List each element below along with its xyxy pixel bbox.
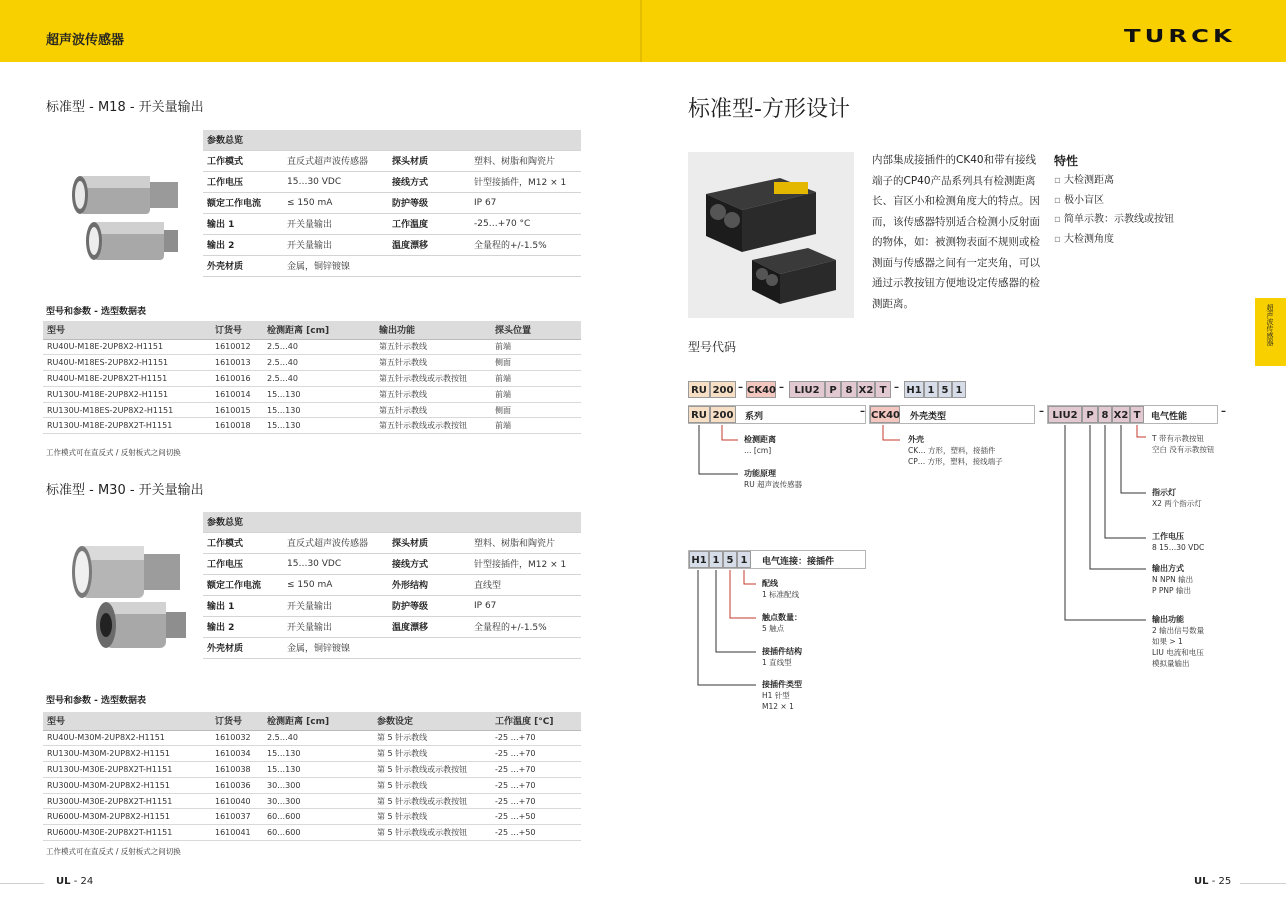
output-function-line3: LIU 电流和电压 bbox=[1152, 648, 1204, 657]
code-liu2: LIU2 bbox=[789, 381, 825, 398]
connection-label: 电气连接：接插件 bbox=[762, 557, 835, 567]
output-type-title: 输出方式 bbox=[1152, 564, 1184, 573]
wire-title: 配线 bbox=[762, 579, 778, 588]
footer-rule-left bbox=[0, 883, 44, 884]
cell: 1610015 bbox=[211, 402, 263, 418]
cell: 30…300 bbox=[263, 793, 373, 809]
footer-left-page: - 24 bbox=[73, 876, 94, 887]
footer-right-page: - 25 bbox=[1211, 876, 1232, 887]
cell: RU130U-M18E-2UP8X2-H1151 bbox=[43, 386, 211, 402]
spec-key: 温度漂移 bbox=[388, 234, 470, 255]
spec-key: 探头材质 bbox=[388, 532, 470, 553]
ck40-product-image bbox=[688, 152, 854, 318]
spec-key: 额定工作电流 bbox=[203, 574, 283, 595]
spec-value: 针型接插件，M12 × 1 bbox=[470, 553, 581, 574]
spec-value: 塑料、树脂和陶瓷片 bbox=[470, 532, 581, 553]
header-bar bbox=[0, 0, 1286, 62]
cell: RU300U-M30M-2UP8X2-H1151 bbox=[43, 777, 211, 793]
spec-key: 工作模式 bbox=[203, 532, 283, 553]
m18-note: 工作模式可在直反式 / 反射板式之间切换 bbox=[46, 448, 181, 457]
table-row bbox=[43, 825, 581, 841]
cell: RU130U-M30M-2UP8X2-H1151 bbox=[43, 746, 211, 762]
turck-logo: TURCK bbox=[1124, 26, 1236, 47]
cell: 侧面 bbox=[491, 355, 581, 371]
spec-key: 工作温度 bbox=[388, 213, 470, 234]
output-type-line2: P PNP 输出 bbox=[1152, 586, 1191, 595]
voltage-title: 工作电压 bbox=[1152, 532, 1184, 541]
m30-note: 工作模式可在直反式 / 反射板式之间切换 bbox=[46, 847, 181, 856]
cell: RU40U-M30M-2UP8X2-H1151 bbox=[43, 730, 211, 746]
spec-value: 全量程的+/-1.5% bbox=[470, 616, 581, 637]
footer-rule-right bbox=[1240, 883, 1286, 884]
connector-type-line2: M12 × 1 bbox=[762, 702, 794, 711]
connector-type-title: 接插件类型 bbox=[762, 680, 802, 689]
table-row bbox=[43, 809, 581, 825]
code-x2: X2 bbox=[857, 381, 875, 398]
spec-key: 额定工作电流 bbox=[203, 192, 283, 213]
cell: 1610037 bbox=[211, 809, 263, 825]
spec-value: ≤ 150 mA bbox=[283, 192, 388, 213]
spec-key: 探头材质 bbox=[388, 150, 470, 171]
m18-sensor-image bbox=[60, 160, 180, 270]
cell: 1610016 bbox=[211, 371, 263, 387]
cell: 1610038 bbox=[211, 762, 263, 778]
header-divider bbox=[640, 0, 642, 62]
cell: 2.5…40 bbox=[263, 371, 375, 387]
principle-title: 功能原理 bbox=[744, 469, 776, 478]
table-row bbox=[43, 418, 581, 434]
output-function-title: 输出功能 bbox=[1152, 615, 1184, 624]
table-row bbox=[43, 339, 581, 355]
m30-selection-table bbox=[43, 712, 581, 841]
spec-value bbox=[470, 255, 581, 276]
cell: 第 5 针示教线 bbox=[373, 809, 491, 825]
footer-left-prefix: UL bbox=[56, 876, 71, 887]
spec-value: ≤ 150 mA bbox=[283, 574, 388, 595]
output-function-line2: 如果 > 1 bbox=[1152, 637, 1183, 646]
table-row bbox=[43, 371, 581, 387]
spec-key: 工作模式 bbox=[203, 150, 283, 171]
principle-value: RU 超声波传感器 bbox=[744, 480, 803, 489]
right-title: 标准型-方形设计 bbox=[688, 97, 850, 122]
spec-value: 开关量输出 bbox=[283, 616, 388, 637]
cell: RU130U-M18ES-2UP8X2-H1151 bbox=[43, 402, 211, 418]
m30-selection-title: 型号和参数 - 选型数据表 bbox=[46, 696, 147, 706]
cell: -25 …+70 bbox=[491, 793, 581, 809]
connector-type-line1: H1 针型 bbox=[762, 691, 790, 700]
spec-key: 输出 2 bbox=[203, 234, 283, 255]
led-title: 指示灯 bbox=[1152, 488, 1176, 497]
spec-value: 开关量输出 bbox=[283, 595, 388, 616]
spec-key: 外形结构 bbox=[388, 574, 470, 595]
footer-left bbox=[56, 876, 93, 887]
table-row bbox=[43, 355, 581, 371]
cell: RU600U-M30M-2UP8X2-H1151 bbox=[43, 809, 211, 825]
conn-h1: H1 bbox=[689, 551, 709, 568]
col-header: 探头位置 bbox=[491, 321, 581, 339]
cell: 第五针示教线 bbox=[375, 355, 491, 371]
conn-1: 1 bbox=[709, 551, 723, 568]
cell: 第 5 针示教线或示教按钮 bbox=[373, 825, 491, 841]
structure-detail bbox=[762, 646, 802, 668]
output-type-detail bbox=[1152, 563, 1193, 596]
spec-value: 开关量输出 bbox=[283, 234, 388, 255]
cell: 第五针示教线或示教按钮 bbox=[375, 418, 491, 434]
cell: 前端 bbox=[491, 386, 581, 402]
range-title: 检测距离 bbox=[744, 435, 776, 444]
row2-8: 8 bbox=[1098, 406, 1112, 423]
cell: 1610040 bbox=[211, 793, 263, 809]
feature-item: ▫ 极小盲区 bbox=[1054, 191, 1174, 211]
structure-title: 接插件结构 bbox=[762, 647, 802, 656]
code-ck40: CK40 bbox=[746, 381, 776, 398]
housing-title: 外壳 bbox=[908, 435, 924, 444]
row2-ru: RU bbox=[688, 406, 710, 423]
cell: 1610041 bbox=[211, 825, 263, 841]
led-detail bbox=[1152, 487, 1202, 509]
table-row bbox=[43, 402, 581, 418]
cell: 15…130 bbox=[263, 746, 373, 762]
voltage-value: 8 15…30 VDC bbox=[1152, 543, 1205, 552]
output-function-line1: 2 输出信号数量 bbox=[1152, 626, 1205, 635]
table-row bbox=[43, 762, 581, 778]
cell: 第五针示教线或示教按钮 bbox=[375, 371, 491, 387]
m30-sensor-image bbox=[60, 536, 190, 656]
range-label bbox=[744, 434, 776, 456]
code-dash: – bbox=[779, 382, 784, 393]
m18-selection-title: 型号和参数 - 选型数据表 bbox=[46, 307, 147, 317]
housing-line2: CP… 方形，塑料，接线端子 bbox=[908, 457, 1003, 466]
cell: 15…130 bbox=[263, 402, 375, 418]
housing-label: 外壳类型 bbox=[910, 412, 947, 422]
col-header: 型号 bbox=[43, 712, 211, 730]
spec-key: 防护等级 bbox=[388, 192, 470, 213]
cell: 2.5…40 bbox=[263, 730, 373, 746]
spec-key: 工作电压 bbox=[203, 171, 283, 192]
cell: 15…130 bbox=[263, 762, 373, 778]
features-list bbox=[1054, 171, 1174, 249]
conn-1b: 1 bbox=[737, 551, 751, 568]
code-dash: – bbox=[1039, 406, 1044, 417]
spec-key: 接线方式 bbox=[388, 553, 470, 574]
code-dash: – bbox=[1221, 406, 1226, 417]
col-header: 订货号 bbox=[211, 321, 263, 339]
table-row bbox=[43, 730, 581, 746]
wire-value: 1 标准配线 bbox=[762, 590, 800, 599]
spec-value: 直反式超声波传感器 bbox=[283, 150, 388, 171]
spec-key: 外壳材质 bbox=[203, 255, 283, 276]
code-h1: H1 bbox=[904, 381, 924, 398]
cell: RU130U-M18E-2UP8X2T-H1151 bbox=[43, 418, 211, 434]
row2-range: 200 bbox=[710, 406, 736, 423]
cell: 侧面 bbox=[491, 402, 581, 418]
code-p: P bbox=[825, 381, 841, 398]
spec-value: 15…30 VDC bbox=[283, 171, 388, 192]
cell: RU130U-M30E-2UP8X2T-H1151 bbox=[43, 762, 211, 778]
table-row bbox=[43, 777, 581, 793]
spec-value: IP 67 bbox=[470, 595, 581, 616]
cell: RU40U-M18E-2UP8X2-H1151 bbox=[43, 339, 211, 355]
section-title: 超声波传感器 bbox=[46, 33, 125, 48]
spec-key: 温度漂移 bbox=[388, 616, 470, 637]
spec-heading: 参数总览 bbox=[203, 512, 581, 532]
m18-title: 标准型 - M18 - 开关量输出 bbox=[46, 100, 204, 115]
row2-p: P bbox=[1082, 406, 1098, 423]
spec-key bbox=[388, 637, 470, 658]
connector-type-detail bbox=[762, 679, 802, 712]
code-range: 200 bbox=[710, 381, 736, 398]
cell: 2.5…40 bbox=[263, 339, 375, 355]
m30-spec-table bbox=[203, 512, 581, 659]
teach-detail bbox=[1152, 433, 1214, 455]
cell: RU300U-M30E-2UP8X2T-H1151 bbox=[43, 793, 211, 809]
housing-line1: CK… 方形，塑料，接插件 bbox=[908, 446, 996, 455]
cell: 1610032 bbox=[211, 730, 263, 746]
principle-label bbox=[744, 468, 802, 490]
table-row bbox=[43, 386, 581, 402]
contacts-value: 5 触点 bbox=[762, 624, 785, 633]
cell: 第五针示教线 bbox=[375, 386, 491, 402]
cell: 第 5 针示教线或示教按钮 bbox=[373, 793, 491, 809]
range-value: … [cm] bbox=[744, 446, 772, 455]
output-function-detail bbox=[1152, 614, 1204, 669]
contacts-title: 触点数量： bbox=[762, 613, 802, 622]
product-description: 内部集成接插件的CK40和带有接线端子的CP40产品系列具有检测距离长、盲区小和检测角度大的特点。因而，该传感器特别适合检测小反射面的物体，如：被测物表面不规则或检测面与传感器之间有一定夹角，可以通过示教按钮方便地设定传感器的检测距离。 bbox=[872, 154, 1040, 310]
code-8: 8 bbox=[841, 381, 857, 398]
spec-value: -25…+70 °C bbox=[470, 213, 581, 234]
spec-value: 金属，铜锌镀镍 bbox=[283, 637, 388, 658]
cell: 1610014 bbox=[211, 386, 263, 402]
structure-value: 1 直线型 bbox=[762, 658, 792, 667]
spec-value bbox=[470, 637, 581, 658]
code-title: 型号代码 bbox=[688, 340, 737, 354]
cell: 15…130 bbox=[263, 418, 375, 434]
spec-key: 防护等级 bbox=[388, 595, 470, 616]
cell: 30…300 bbox=[263, 777, 373, 793]
cell: 第 5 针示教线或示教按钮 bbox=[373, 762, 491, 778]
code-dash: – bbox=[738, 382, 743, 393]
spec-key: 外壳材质 bbox=[203, 637, 283, 658]
table-row bbox=[43, 793, 581, 809]
row2-x2: X2 bbox=[1112, 406, 1130, 423]
cell: -25 …+50 bbox=[491, 809, 581, 825]
cell: -25 …+50 bbox=[491, 825, 581, 841]
spec-value: 15…30 VDC bbox=[283, 553, 388, 574]
cell: 15…130 bbox=[263, 386, 375, 402]
feature-item: ▫ 简单示教：示教线或按钮 bbox=[1054, 210, 1174, 230]
col-header: 订货号 bbox=[211, 712, 263, 730]
spec-key: 输出 2 bbox=[203, 616, 283, 637]
row2-ck40: CK40 bbox=[870, 406, 900, 423]
spec-value: 直线型 bbox=[470, 574, 581, 595]
housing-detail bbox=[908, 434, 1003, 467]
row2-liu2: LIU2 bbox=[1048, 406, 1082, 423]
output-function-line4: 模拟量输出 bbox=[1152, 659, 1190, 668]
code-t: T bbox=[875, 381, 891, 398]
teach-line2: 空白 没有示教按钮 bbox=[1152, 445, 1215, 454]
col-header: 输出功能 bbox=[375, 321, 491, 339]
spec-heading: 参数总览 bbox=[203, 130, 581, 150]
footer-right-prefix: UL bbox=[1194, 876, 1209, 887]
cell: 1610034 bbox=[211, 746, 263, 762]
spec-value: IP 67 bbox=[470, 192, 581, 213]
m18-spec-table bbox=[203, 130, 581, 277]
cell: -25 …+70 bbox=[491, 730, 581, 746]
spec-key: 接线方式 bbox=[388, 171, 470, 192]
col-header: 参数设定 bbox=[373, 712, 491, 730]
output-type-line1: N NPN 输出 bbox=[1152, 575, 1194, 584]
cell: 第 5 针示教线 bbox=[373, 730, 491, 746]
cell: 第 5 针示教线 bbox=[373, 777, 491, 793]
cell: 第 5 针示教线 bbox=[373, 746, 491, 762]
conn-5: 5 bbox=[723, 551, 737, 568]
cell: 前端 bbox=[491, 418, 581, 434]
voltage-detail bbox=[1152, 531, 1204, 553]
m30-title: 标准型 - M30 - 开关量输出 bbox=[46, 483, 204, 498]
footer-right bbox=[1194, 876, 1231, 887]
col-header: 型号 bbox=[43, 321, 211, 339]
cell: 前端 bbox=[491, 371, 581, 387]
spec-key: 输出 1 bbox=[203, 213, 283, 234]
contacts-detail bbox=[762, 612, 802, 634]
cell: -25 …+70 bbox=[491, 746, 581, 762]
cell: 1610012 bbox=[211, 339, 263, 355]
code-5: 5 bbox=[938, 381, 952, 398]
features-title: 特性 bbox=[1054, 154, 1079, 168]
spec-value: 开关量输出 bbox=[283, 213, 388, 234]
code-1: 1 bbox=[924, 381, 938, 398]
spec-key bbox=[388, 255, 470, 276]
code-1b: 1 bbox=[952, 381, 966, 398]
spec-value: 直反式超声波传感器 bbox=[283, 532, 388, 553]
col-header: 工作温度 [°C] bbox=[491, 712, 581, 730]
cell: 60…600 bbox=[263, 809, 373, 825]
m18-selection-table bbox=[43, 321, 581, 434]
cell: 前端 bbox=[491, 339, 581, 355]
cell: 2.5…40 bbox=[263, 355, 375, 371]
cell: RU40U-M18E-2UP8X2T-H1151 bbox=[43, 371, 211, 387]
led-value: X2 两个指示灯 bbox=[1152, 499, 1202, 508]
cell: RU40U-M18ES-2UP8X2-H1151 bbox=[43, 355, 211, 371]
cell: -25 …+70 bbox=[491, 762, 581, 778]
code-dash: – bbox=[894, 382, 899, 393]
spec-key: 输出 1 bbox=[203, 595, 283, 616]
spec-value: 针型接插件，M12 × 1 bbox=[470, 171, 581, 192]
spec-key: 工作电压 bbox=[203, 553, 283, 574]
series-label: 系列 bbox=[745, 412, 764, 422]
spec-value: 金属，铜锌镀镍 bbox=[283, 255, 388, 276]
spec-value: 全量程的+/-1.5% bbox=[470, 234, 581, 255]
side-tab[interactable] bbox=[1255, 298, 1286, 366]
cell: 1610018 bbox=[211, 418, 263, 434]
cell: -25 …+70 bbox=[491, 777, 581, 793]
cell: 第五针示教线 bbox=[375, 402, 491, 418]
code-dash: – bbox=[860, 406, 865, 417]
cell: 1610013 bbox=[211, 355, 263, 371]
col-header: 检测距离 [cm] bbox=[263, 321, 375, 339]
spec-value: 塑料、树脂和陶瓷片 bbox=[470, 150, 581, 171]
table-row bbox=[43, 746, 581, 762]
cell: 1610036 bbox=[211, 777, 263, 793]
cell: 60…600 bbox=[263, 825, 373, 841]
code-ru: RU bbox=[688, 381, 710, 398]
row2-t: T bbox=[1130, 406, 1144, 423]
col-header: 检测距离 [cm] bbox=[263, 712, 373, 730]
feature-item: ▫ 大检测距离 bbox=[1054, 171, 1174, 191]
side-tab-label: 超声波传感器 bbox=[1266, 304, 1274, 346]
wire-detail bbox=[762, 578, 799, 600]
electrical-label: 电气性能 bbox=[1151, 412, 1188, 422]
cell: 第五针示教线 bbox=[375, 339, 491, 355]
teach-line1: T 带有示教按钮 bbox=[1152, 434, 1204, 443]
cell: RU600U-M30E-2UP8X2T-H1151 bbox=[43, 825, 211, 841]
feature-item: ▫ 大检测角度 bbox=[1054, 230, 1174, 250]
